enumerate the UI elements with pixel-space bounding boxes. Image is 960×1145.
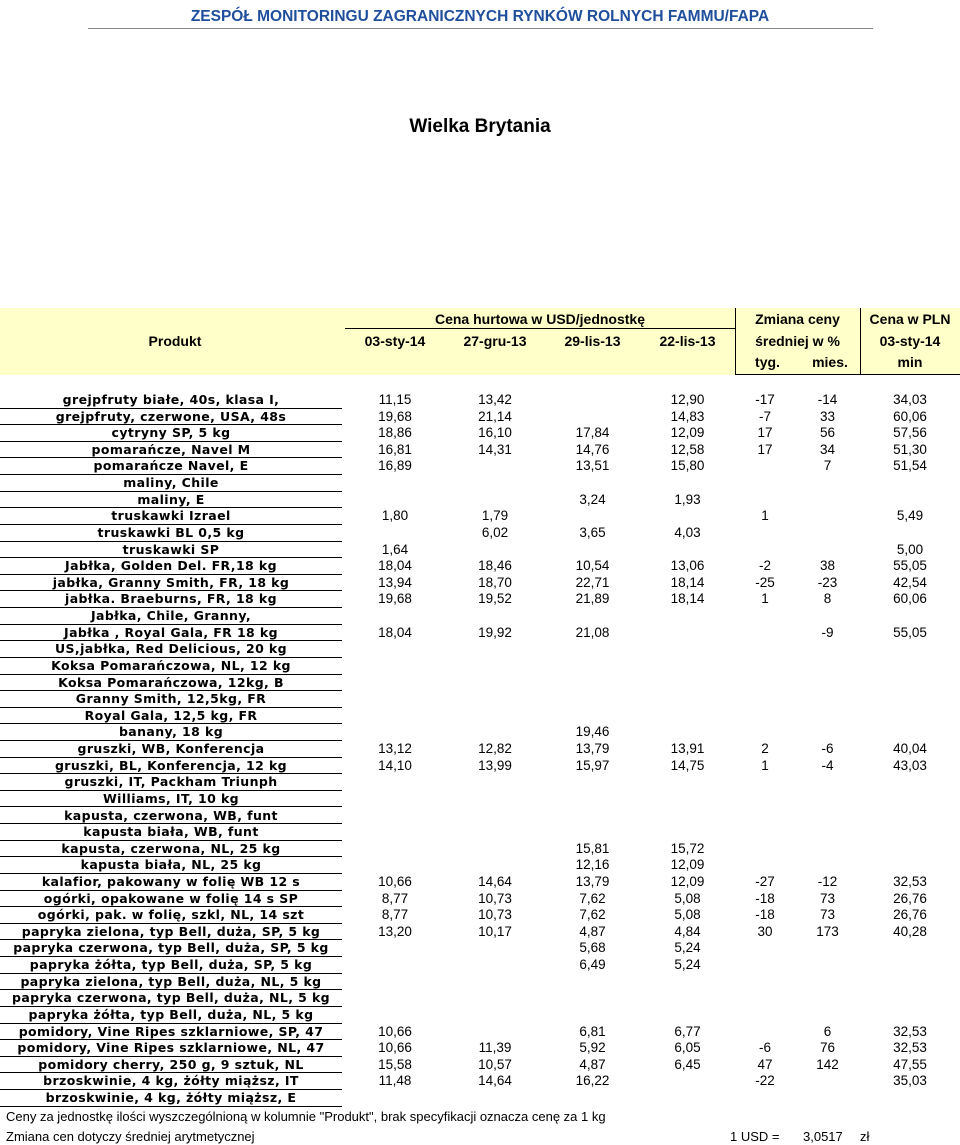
change-month-cell: 34 [819, 441, 836, 457]
product-name: pomidory cherry, 250 g, 9 sztuk, NL [0, 1057, 342, 1074]
change-month-cell: 173 [816, 923, 839, 939]
footnote-units: Ceny za jednostkę ilości wyszczególnioną w kolumnie "Produkt", brak specyfikacji oznacza cenę za 1 kg [6, 1109, 606, 1124]
price-27-gru-13-cell: 6,02 [481, 524, 509, 540]
price-22-lis-13-cell: 15,80 [670, 458, 705, 474]
change-group-header: Zmiana ceny [755, 311, 840, 327]
table-row [0, 891, 960, 908]
price-03-sty-14-cell: 16,89 [378, 458, 412, 474]
table-row [0, 791, 960, 808]
table-row [0, 874, 960, 891]
price-29-lis-13-cell: 15,97 [575, 757, 610, 773]
price-22-lis-13-cell: 6,77 [674, 1023, 701, 1039]
table-row [0, 575, 960, 592]
product-name: pomarańcze Navel, E [0, 458, 342, 475]
table-row [0, 409, 960, 426]
table-row [0, 658, 960, 675]
table-row [0, 741, 960, 758]
exchange-rate-unit: zł [860, 1129, 870, 1144]
table-row [0, 492, 960, 509]
product-name: kapusta, czerwona, NL, 25 kg [0, 841, 342, 858]
exchange-rate-value: 3,0517 [803, 1129, 843, 1144]
price-pln-cell: 32,53 [893, 873, 927, 889]
week-header: tyg. [755, 354, 780, 370]
price-pln-cell: 5,00 [896, 541, 924, 557]
table-row [0, 392, 960, 409]
product-name: papryka żółta, typ Bell, duża, SP, 5 kg [0, 957, 342, 974]
price-29-lis-13-cell: 7,62 [579, 907, 606, 923]
change-week-cell: -18 [755, 907, 775, 923]
change-month-cell: 7 [823, 458, 832, 474]
price-27-gru-13-cell: 13,99 [478, 757, 512, 773]
price-03-sty-14-cell: 11,48 [378, 1073, 412, 1089]
price-27-gru-13-cell: 11,39 [478, 1040, 512, 1056]
price-03-sty-14-cell: 19,68 [378, 408, 412, 424]
product-name: kapusta, czerwona, WB, funt [0, 808, 342, 825]
product-name: ogórki, pak. w folię, szkl, NL, 14 szt [0, 907, 342, 924]
price-03-sty-14-cell: 8,77 [381, 907, 409, 923]
change-week-cell: -7 [758, 408, 771, 424]
table-row [0, 525, 960, 542]
price-29-lis-13-cell: 17,84 [575, 425, 610, 441]
product-name: grejpfruty białe, 40s, klasa I, [0, 392, 342, 409]
table-row [0, 1090, 960, 1107]
table-row [0, 475, 960, 492]
footnote-change: Zmiana cen dotyczy średniej arytmetycznej [6, 1129, 255, 1144]
price-03-sty-14-cell: 10,66 [378, 1023, 412, 1039]
change-week-cell: -17 [755, 392, 775, 407]
price-22-lis-13-cell: 13,91 [670, 741, 705, 757]
price-22-lis-13-cell: 14,75 [670, 757, 705, 773]
product-name: grejpfruty, czerwone, USA, 48s [0, 409, 342, 426]
header-divider-pln [860, 308, 861, 375]
product-name: Royal Gala, 12,5 kg, FR [0, 708, 342, 725]
price-29-lis-13-cell: 6,81 [579, 1023, 606, 1039]
price-29-lis-13-cell: 3,24 [579, 491, 606, 507]
price-29-lis-13-cell: 10,54 [575, 558, 610, 574]
table-row [0, 442, 960, 459]
price-22-lis-13-cell: 5,24 [674, 957, 701, 973]
table-row [0, 625, 960, 642]
change-month-cell: 6 [823, 1023, 832, 1039]
price-pln-cell: 26,76 [893, 907, 927, 923]
price-22-lis-13-cell: 1,93 [674, 491, 701, 507]
product-name: papryka czerwona, typ Bell, duża, NL, 5 kg [0, 990, 342, 1007]
table-row [0, 940, 960, 957]
price-27-gru-13-cell: 14,64 [478, 873, 512, 889]
price-03-sty-14-cell: 13,20 [378, 923, 412, 939]
change-month-cell: -12 [817, 873, 838, 889]
produkt-header: Produkt [148, 333, 202, 349]
table-row [0, 591, 960, 608]
price-03-sty-14-cell: 18,04 [378, 558, 412, 574]
product-name: jabłka, Granny Smith, FR, 18 kg [0, 575, 342, 592]
product-name: gruszki, IT, Packham Triunph [0, 774, 342, 791]
change-week-cell: -6 [758, 1040, 771, 1056]
price-29-lis-13-cell: 14,76 [575, 441, 610, 457]
price-pln-cell: 43,03 [893, 757, 927, 773]
price-pln-cell: 5,49 [896, 508, 924, 524]
price-03-sty-14-cell: 13,12 [378, 741, 412, 757]
change-month-cell: 33 [819, 408, 836, 424]
change-week-cell: 1 [761, 591, 769, 607]
price-03-sty-14-cell: 1,64 [381, 541, 409, 557]
table-row [0, 1040, 960, 1057]
table-row [0, 1007, 960, 1024]
price-29-lis-13-cell: 13,79 [575, 741, 610, 757]
change-month-cell: 142 [816, 1056, 839, 1072]
change-week-cell: 17 [757, 441, 773, 457]
price-29-lis-13-cell: 15,81 [575, 840, 610, 856]
country-title: Wielka Brytania [409, 116, 551, 137]
price-27-gru-13-cell: 13,42 [478, 392, 512, 407]
price-pln-cell: 51,30 [893, 441, 927, 457]
product-name: ogórki, opakowane w folię 14 s SP [0, 891, 342, 908]
change-month-cell: -14 [817, 392, 838, 407]
price-group-header: Cena hurtowa w USD/jednostkę [434, 311, 646, 327]
table-row [0, 542, 960, 559]
price-27-gru-13-cell: 14,64 [478, 1073, 512, 1089]
price-27-gru-13-cell: 10,73 [478, 907, 512, 923]
price-pln-cell: 55,05 [893, 558, 927, 574]
product-name: Granny Smith, 12,5kg, FR [0, 691, 342, 708]
price-27-gru-13-cell: 10,17 [478, 923, 512, 939]
change-week-cell: 17 [757, 425, 773, 441]
product-name: truskawki BL 0,5 kg [0, 525, 342, 542]
min-header: min [897, 354, 923, 370]
product-name: pomidory, Vine Ripes szklarniowe, NL, 47 [0, 1040, 342, 1057]
table-row [0, 425, 960, 442]
price-22-lis-13-cell: 4,84 [674, 923, 701, 939]
price-29-lis-13-cell: 7,62 [579, 890, 606, 906]
date-header-1: 03-sty-14 [364, 333, 426, 349]
price-27-gru-13-cell: 10,57 [478, 1056, 512, 1072]
date-header-3: 29-lis-13 [564, 333, 621, 349]
product-name: Jabłka , Royal Gala, FR 18 kg [0, 625, 342, 642]
price-22-lis-13-cell: 4,03 [674, 524, 701, 540]
product-name: papryka żółta, typ Bell, duża, NL, 5 kg [0, 1007, 342, 1024]
change-week-cell: 47 [757, 1056, 773, 1072]
price-22-lis-13-cell: 13,06 [670, 558, 705, 574]
change-week-cell: 1 [761, 508, 769, 524]
price-27-gru-13-cell: 1,79 [481, 508, 509, 524]
price-03-sty-14-cell: 11,15 [378, 392, 412, 407]
product-name: Jabłka, Golden Del. FR,18 kg [0, 558, 342, 575]
product-name: kapusta biała, WB, funt [0, 824, 342, 841]
price-group-underline [345, 328, 735, 329]
change-week-cell: 2 [761, 741, 769, 757]
price-22-lis-13-cell: 12,09 [670, 873, 705, 889]
price-29-lis-13-cell: 21,08 [575, 624, 610, 640]
table-row [0, 1073, 960, 1090]
change-month-cell: 8 [823, 591, 832, 607]
table-row [0, 907, 960, 924]
price-pln-cell: 60,06 [893, 408, 927, 424]
price-29-lis-13-cell: 5,92 [579, 1040, 606, 1056]
table-row [0, 857, 960, 874]
table-row [0, 990, 960, 1007]
date-header-2: 27-gru-13 [463, 333, 527, 349]
price-27-gru-13-cell: 14,31 [478, 441, 512, 457]
price-03-sty-14-cell: 16,81 [378, 441, 412, 457]
price-22-lis-13-cell: 5,24 [674, 940, 701, 956]
header-bottom-line [735, 374, 960, 375]
price-pln-cell: 51,54 [893, 458, 927, 474]
product-name: brzoskwinie, 4 kg, żółty miąższ, E [0, 1090, 342, 1107]
product-name: banany, 18 kg [0, 724, 342, 741]
price-22-lis-13-cell: 14,83 [670, 408, 705, 424]
price-22-lis-13-cell: 5,08 [674, 907, 701, 923]
price-27-gru-13-cell: 16,10 [478, 425, 512, 441]
price-03-sty-14-cell: 10,66 [378, 873, 412, 889]
price-03-sty-14-cell: 19,68 [378, 591, 412, 607]
product-name: maliny, E [0, 492, 342, 509]
price-pln-cell: 55,05 [893, 624, 927, 640]
price-27-gru-13-cell: 19,92 [478, 624, 512, 640]
product-name: pomidory, Vine Ripes szklarniowe, SP, 47 [0, 1024, 342, 1041]
change-week-cell: -27 [755, 873, 775, 889]
price-pln-cell: 26,76 [893, 890, 927, 906]
price-29-lis-13-cell: 22,71 [575, 574, 610, 590]
product-name: brzoskwinie, 4 kg, żółty miąższ, IT [0, 1073, 342, 1090]
table-row [0, 841, 960, 858]
price-03-sty-14-cell: 18,04 [378, 624, 412, 640]
price-29-lis-13-cell: 4,87 [579, 923, 606, 939]
price-pln-cell: 40,04 [893, 741, 927, 757]
change-month-cell: 73 [819, 907, 836, 923]
table-row [0, 641, 960, 658]
price-pln-cell: 57,56 [893, 425, 927, 441]
change-week-cell: -25 [755, 574, 775, 590]
product-name: gruszki, BL, Konferencja, 12 kg [0, 758, 342, 775]
price-22-lis-13-cell: 12,09 [670, 857, 705, 873]
price-03-sty-14-cell: 15,58 [378, 1056, 412, 1072]
exchange-rate-label: 1 USD = [730, 1129, 780, 1144]
price-03-sty-14-cell: 14,10 [378, 757, 412, 773]
change-month-cell: 76 [819, 1040, 836, 1056]
price-pln-cell: 34,03 [893, 392, 927, 407]
product-name: maliny, Chile [0, 475, 342, 492]
price-29-lis-13-cell: 21,89 [575, 591, 610, 607]
price-pln-cell: 42,54 [893, 574, 927, 590]
price-03-sty-14-cell: 1,80 [381, 508, 409, 524]
pln-date-header: 03-sty-14 [879, 333, 941, 349]
price-pln-cell: 47,55 [893, 1056, 927, 1072]
price-22-lis-13-cell: 12,58 [670, 441, 705, 457]
table-row [0, 957, 960, 974]
price-27-gru-13-cell: 21,14 [478, 408, 512, 424]
price-29-lis-13-cell: 12,16 [575, 857, 610, 873]
price-29-lis-13-cell: 19,46 [575, 724, 610, 740]
change-week-cell: 30 [757, 923, 773, 939]
product-name: Jabłka, Chile, Granny, [0, 608, 342, 625]
price-29-lis-13-cell: 16,22 [575, 1073, 610, 1089]
price-27-gru-13-cell: 19,52 [478, 591, 512, 607]
change-week-cell: -18 [755, 890, 775, 906]
price-22-lis-13-cell: 18,14 [670, 591, 705, 607]
price-22-lis-13-cell: 15,72 [670, 840, 705, 856]
product-name: Williams, IT, 10 kg [0, 791, 342, 808]
change-month-cell: -4 [821, 757, 834, 773]
table-row [0, 508, 960, 525]
price-29-lis-13-cell: 6,49 [579, 957, 606, 973]
price-27-gru-13-cell: 18,70 [478, 574, 512, 590]
table-row [0, 1057, 960, 1074]
table-row [0, 808, 960, 825]
table-row [0, 675, 960, 692]
price-22-lis-13-cell: 5,08 [674, 890, 701, 906]
price-03-sty-14-cell: 18,86 [378, 425, 412, 441]
table-row [0, 758, 960, 775]
price-29-lis-13-cell: 3,65 [579, 524, 606, 540]
product-name: truskawki SP [0, 542, 342, 559]
table-row [0, 974, 960, 991]
table-row [0, 708, 960, 725]
product-name: truskawki Izrael [0, 508, 342, 525]
price-29-lis-13-cell: 4,87 [579, 1056, 606, 1072]
product-name: papryka zielona, typ Bell, duża, NL, 5 kg [0, 974, 342, 991]
price-27-gru-13-cell: 18,46 [478, 558, 512, 574]
product-name: Koksa Pomarańczowa, 12kg, B [0, 675, 342, 692]
price-22-lis-13-cell: 6,45 [674, 1056, 701, 1072]
table-row [0, 608, 960, 625]
header-divider [88, 28, 873, 29]
table-row [0, 774, 960, 791]
change-month-cell: -9 [821, 624, 834, 640]
price-27-gru-13-cell: 12,82 [478, 741, 512, 757]
product-name: pomarańcze, Navel M [0, 442, 342, 459]
price-29-lis-13-cell: 5,68 [579, 940, 606, 956]
change-week-cell: -2 [758, 558, 771, 574]
product-name: jabłka. Braeburns, FR, 18 kg [0, 591, 342, 608]
month-header: mies. [812, 354, 848, 370]
avg-change-header: średniej w % [755, 333, 840, 349]
price-29-lis-13-cell: 13,51 [575, 458, 610, 474]
price-27-gru-13-cell: 10,73 [478, 890, 512, 906]
table-row [0, 1024, 960, 1041]
price-pln-cell: 60,06 [893, 591, 927, 607]
price-22-lis-13-cell: 12,09 [670, 425, 705, 441]
product-name: Koksa Pomarańczowa, NL, 12 kg [0, 658, 342, 675]
product-name: papryka zielona, typ Bell, duża, SP, 5 kg [0, 924, 342, 941]
pln-group-header: Cena w PLN [869, 311, 951, 327]
change-week-cell: 1 [761, 757, 769, 773]
price-pln-cell: 32,53 [893, 1040, 927, 1056]
change-month-cell: 73 [819, 890, 836, 906]
table-row [0, 558, 960, 575]
header-divider-change [735, 308, 736, 375]
price-03-sty-14-cell: 8,77 [381, 890, 409, 906]
product-name: cytryny SP, 5 kg [0, 425, 342, 442]
table-row [0, 824, 960, 841]
change-week-cell: -22 [755, 1073, 775, 1089]
price-22-lis-13-cell: 18,14 [670, 574, 705, 590]
table-row [0, 458, 960, 475]
date-header-4: 22-lis-13 [659, 333, 716, 349]
table-row [0, 691, 960, 708]
table-row [0, 924, 960, 941]
change-month-cell: 38 [819, 558, 836, 574]
price-pln-cell: 35,03 [893, 1073, 927, 1089]
product-name: kapusta biała, NL, 25 kg [0, 857, 342, 874]
price-pln-cell: 40,28 [893, 923, 927, 939]
table-row [0, 724, 960, 741]
product-name: gruszki, WB, Konferencja [0, 741, 342, 758]
report-header: ZESPÓŁ MONITORINGU ZAGRANICZNYCH RYNKÓW ROLNYCH FAMMU/FAPA [190, 8, 770, 25]
price-29-lis-13-cell: 13,79 [575, 873, 610, 889]
product-name: US,jabłka, Red Delicious, 20 kg [0, 641, 342, 658]
price-pln-cell: 32,53 [893, 1023, 927, 1039]
product-name: kalafior, pakowany w folię WB 12 s [0, 874, 342, 891]
change-month-cell: -23 [817, 574, 838, 590]
price-03-sty-14-cell: 10,66 [378, 1040, 412, 1056]
price-22-lis-13-cell: 6,05 [674, 1040, 701, 1056]
change-month-cell: -6 [821, 741, 834, 757]
price-03-sty-14-cell: 13,94 [378, 574, 412, 590]
product-name: papryka czerwona, typ Bell, duża, SP, 5 kg [0, 940, 342, 957]
price-22-lis-13-cell: 12,90 [670, 392, 705, 407]
change-month-cell: 56 [819, 425, 836, 441]
